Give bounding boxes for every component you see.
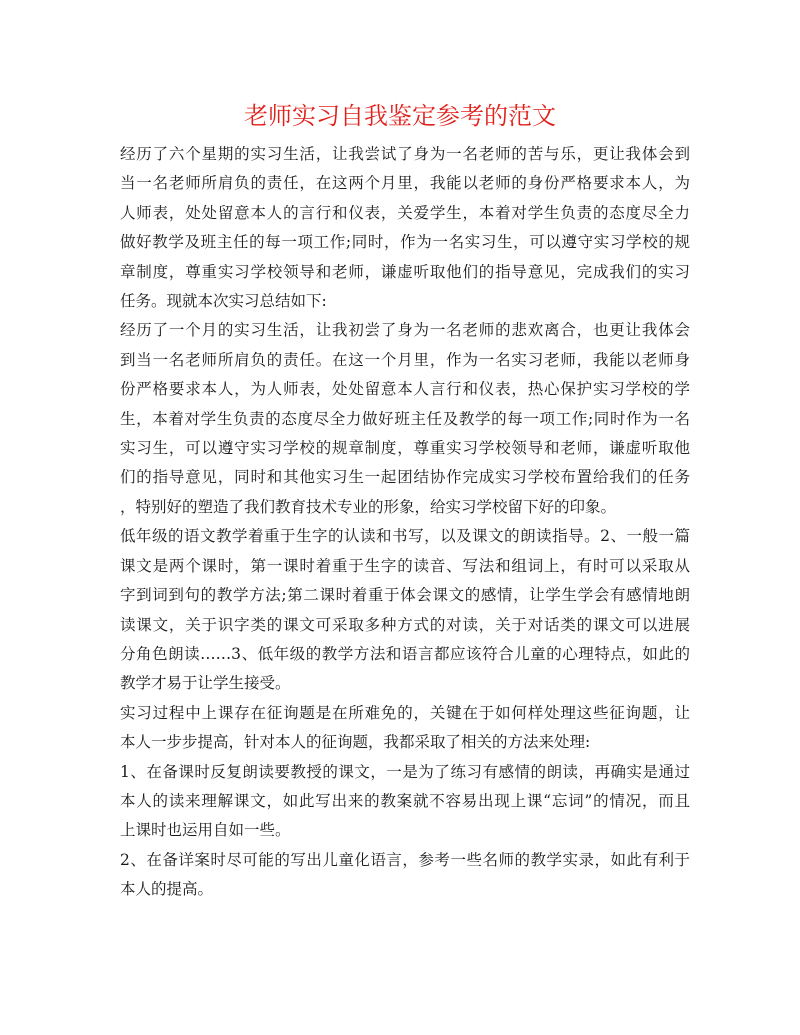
paragraph-4 [120,699,690,758]
paragraph-1 [120,140,690,316]
paragraph-2 [120,316,690,522]
text-line: 份严格要求本人，为人师表，处处留意本人言行和仪表，热心保护实习学校的学 [120,380,690,399]
paragraph-5 [120,758,690,846]
text-line: 到当一名老师所肩负的责任。在这一个月里，作为一名实习老师，我能以老师身 [120,350,690,369]
text-line: ，特别好的塑造了我们教育技术专业的形象，给实习学校留下好的印象。 [120,497,617,516]
document-title: 老师实习自我鉴定参考的范文 [244,102,556,130]
paragraph-6 [120,846,690,905]
text-line: 字到词到句的教学方法;第二课时着重于体会课文的感情，让学生学会有感情地朗 [120,586,690,605]
text-line: 本人一步步提高，针对本人的征询题，我都采取了相关的方法来处理: [120,733,591,752]
text-line: 上课时也运用自如一些。 [120,821,291,840]
text-line: 教学才易于让学生接受。 [120,674,291,693]
text-line: 们的指导意见，同时和其他实习生一起团结协作完成实习学校布置给我们的任务 [120,468,690,487]
text-line: 本人的提高。 [120,880,214,899]
document-body [120,140,690,905]
text-line: 实习生，可以遵守实习学校的规章制度，尊重实习学校领导和老师，谦虚听取他 [120,439,690,458]
text-line: 经历了六个星期的实习生活，让我尝试了身为一名老师的苦与乐，更让我体会到 [120,145,690,163]
text-line: 当一名老师所肩负的责任，在这两个月里，我能以老师的身份严格要求本人，为 [120,174,690,193]
text-line: 本人的读来理解课文，如此写出来的教案就不容易出现上课“忘词”的情况，而且 [120,791,690,810]
text-line: 低年级的语文教学着重于生字的认读和书写，以及课文的朗读指导。2、一般一篇 [120,527,690,546]
text-line: 课文是两个课时，第一课时着重于生字的读音、写法和组词上，有时可以采取从 [120,556,690,575]
text-line: 实习过程中上课存在征询题是在所难免的，关键在于如何样处理这些征询题，让 [120,703,690,722]
paragraph-3 [120,522,690,698]
text-line: 人师表，处处留意本人的言行和仪表，关爱学生，本着对学生负责的态度尽全力 [120,203,690,222]
text-line: 1、在备课时反复朗读要教授的课文，一是为了练习有感情的朗读，再确实是通过 [120,762,690,781]
text-line: 章制度，尊重实习学校领导和老师，谦虚听取他们的指导意见，完成我们的实习 [120,262,690,281]
text-line: 做好教学及班主任的每一项工作;同时，作为一名实习生，可以遵守实习学校的规 [120,233,690,252]
text-line: 分角色朗读……3、低年级的教学方法和语言都应该符合儿童的心理特点，如此的 [120,644,690,663]
text-line: 生，本着对学生负责的态度尽全力做好班主任及教学的每一项工作;同时作为一名 [120,409,690,428]
text-line: 经历了一个月的实习生活，让我初尝了身为一名老师的悲欢离合，也更让我体会 [120,321,690,340]
text-line: 读课文，关于识字类的课文可采取多种方式的对读，关于对话类的课文可以进展 [120,615,690,634]
text-line: 2、在备详案时尽可能的写出儿童化语言，参考一些名师的教学实录，如此有利于 [120,850,690,869]
text-line: 任务。现就本次实习总结如下: [120,292,327,311]
